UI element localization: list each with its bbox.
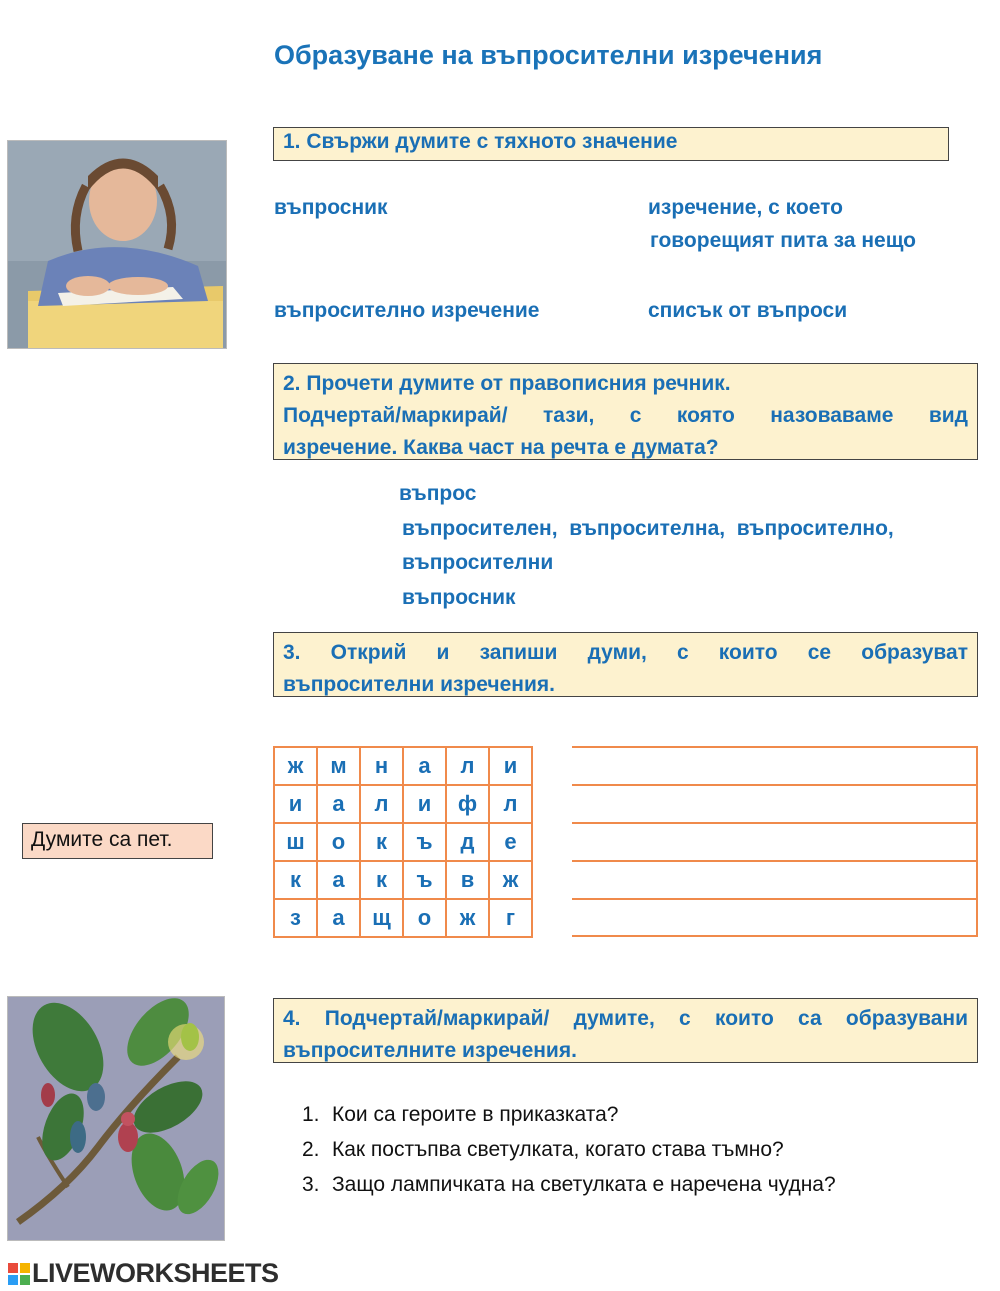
question-item [302,1132,836,1167]
grid-cell[interactable]: м [317,747,360,785]
grid-row [274,823,532,861]
grid-cell[interactable]: ъ [403,861,446,899]
grid-cell[interactable]: и [489,747,532,785]
task4-line2: въпросителните изречения. [283,1039,577,1062]
grid-cell[interactable]: л [489,785,532,823]
hint-box: Думите са пет. [22,823,213,859]
grid-cell[interactable]: е [489,823,532,861]
word-vaprositelni[interactable]: въпросителни [402,551,554,574]
grid-cell[interactable]: л [446,747,489,785]
fireflies-image [7,996,225,1241]
liveworksheets-logo [8,1258,279,1289]
logo-text: LIVEWORKSHEETS [32,1258,279,1288]
grid-cell[interactable]: н [360,747,403,785]
grid-cell[interactable]: к [360,861,403,899]
task2-line1: 2. Прочети думите от правописния речник. [283,372,731,395]
answer-line-3[interactable] [572,822,978,861]
grid-cell[interactable]: а [317,785,360,823]
task2-line2: Подчертай/маркирай/ тази, с която назоваваме вид [283,404,968,427]
grid-cell[interactable]: ж [274,747,317,785]
grid-row [274,747,532,785]
answer-line-2[interactable] [572,784,978,823]
grid-cell[interactable]: и [274,785,317,823]
question-text[interactable]: Защо лампичката на светулката е наречена чудна? [332,1173,836,1196]
question-text[interactable]: Как постъпва светулката, когато става тъмно? [332,1138,784,1161]
grid-cell[interactable]: о [403,899,446,937]
word-vaprositelen-forms[interactable]: въпросителен, въпросителна, въпросително, [402,517,894,540]
answer-line-4[interactable] [572,860,978,899]
question-number: 2. [302,1138,320,1161]
grid-cell[interactable]: а [317,899,360,937]
match-right-item-1-line1[interactable]: изречение, с което [648,196,843,219]
answer-line-1[interactable] [572,746,978,785]
task3-line1: 3. Открий и запиши думи, с които се образуват [283,641,968,664]
grid-cell[interactable]: д [446,823,489,861]
match-left-item-1[interactable]: въпросник [274,196,388,219]
question-text[interactable]: Кои са героите в приказката? [332,1103,619,1126]
grid-cell[interactable]: в [446,861,489,899]
question-number: 3. [302,1173,320,1196]
grid-cell[interactable]: ш [274,823,317,861]
task2-line3: изречение. Каква част на речта е думата? [283,436,719,459]
logo-blocks-icon [8,1263,30,1285]
match-right-item-2[interactable]: списък от въпроси [648,299,848,322]
grid-cell[interactable]: ф [446,785,489,823]
grid-cell[interactable]: а [317,861,360,899]
match-right-item-1-line2[interactable]: говорещият пита за нещо [650,229,916,252]
grid-cell[interactable]: г [489,899,532,937]
grid-row [274,899,532,937]
grid-cell[interactable]: и [403,785,446,823]
task4-line1: 4. Подчертай/маркирай/ думите, с които са образувани [283,1007,968,1030]
word-vaprosnik[interactable]: въпросник [402,586,516,609]
page-title: Образуване на въпросителни изречения [274,40,823,70]
question-item [302,1097,836,1132]
task3-instructions [273,632,978,697]
question-item [302,1167,836,1202]
girl-writing-image [7,140,227,349]
grid-cell[interactable]: к [360,823,403,861]
match-left-item-2[interactable]: въпросително изречение [274,299,540,322]
grid-cell[interactable]: л [360,785,403,823]
grid-cell[interactable]: о [317,823,360,861]
grid-row [274,785,532,823]
question-number: 1. [302,1103,320,1126]
grid-cell[interactable]: а [403,747,446,785]
task4-instructions [273,998,978,1063]
task1-heading: 1. Свържи думите с тяхното значение [273,127,949,161]
grid-cell[interactable]: щ [360,899,403,937]
grid-row [274,861,532,899]
task3-line2: въпросителни изречения. [283,673,555,696]
grid-cell[interactable]: з [274,899,317,937]
grid-cell[interactable]: ж [489,861,532,899]
grid-cell[interactable]: ж [446,899,489,937]
grid-cell[interactable]: к [274,861,317,899]
word-vapros[interactable]: въпрос [399,482,477,505]
question-list [302,1097,836,1202]
answer-line-5[interactable] [572,898,978,937]
letter-grid [273,746,533,938]
grid-cell[interactable]: ъ [403,823,446,861]
task2-instructions [273,363,978,460]
